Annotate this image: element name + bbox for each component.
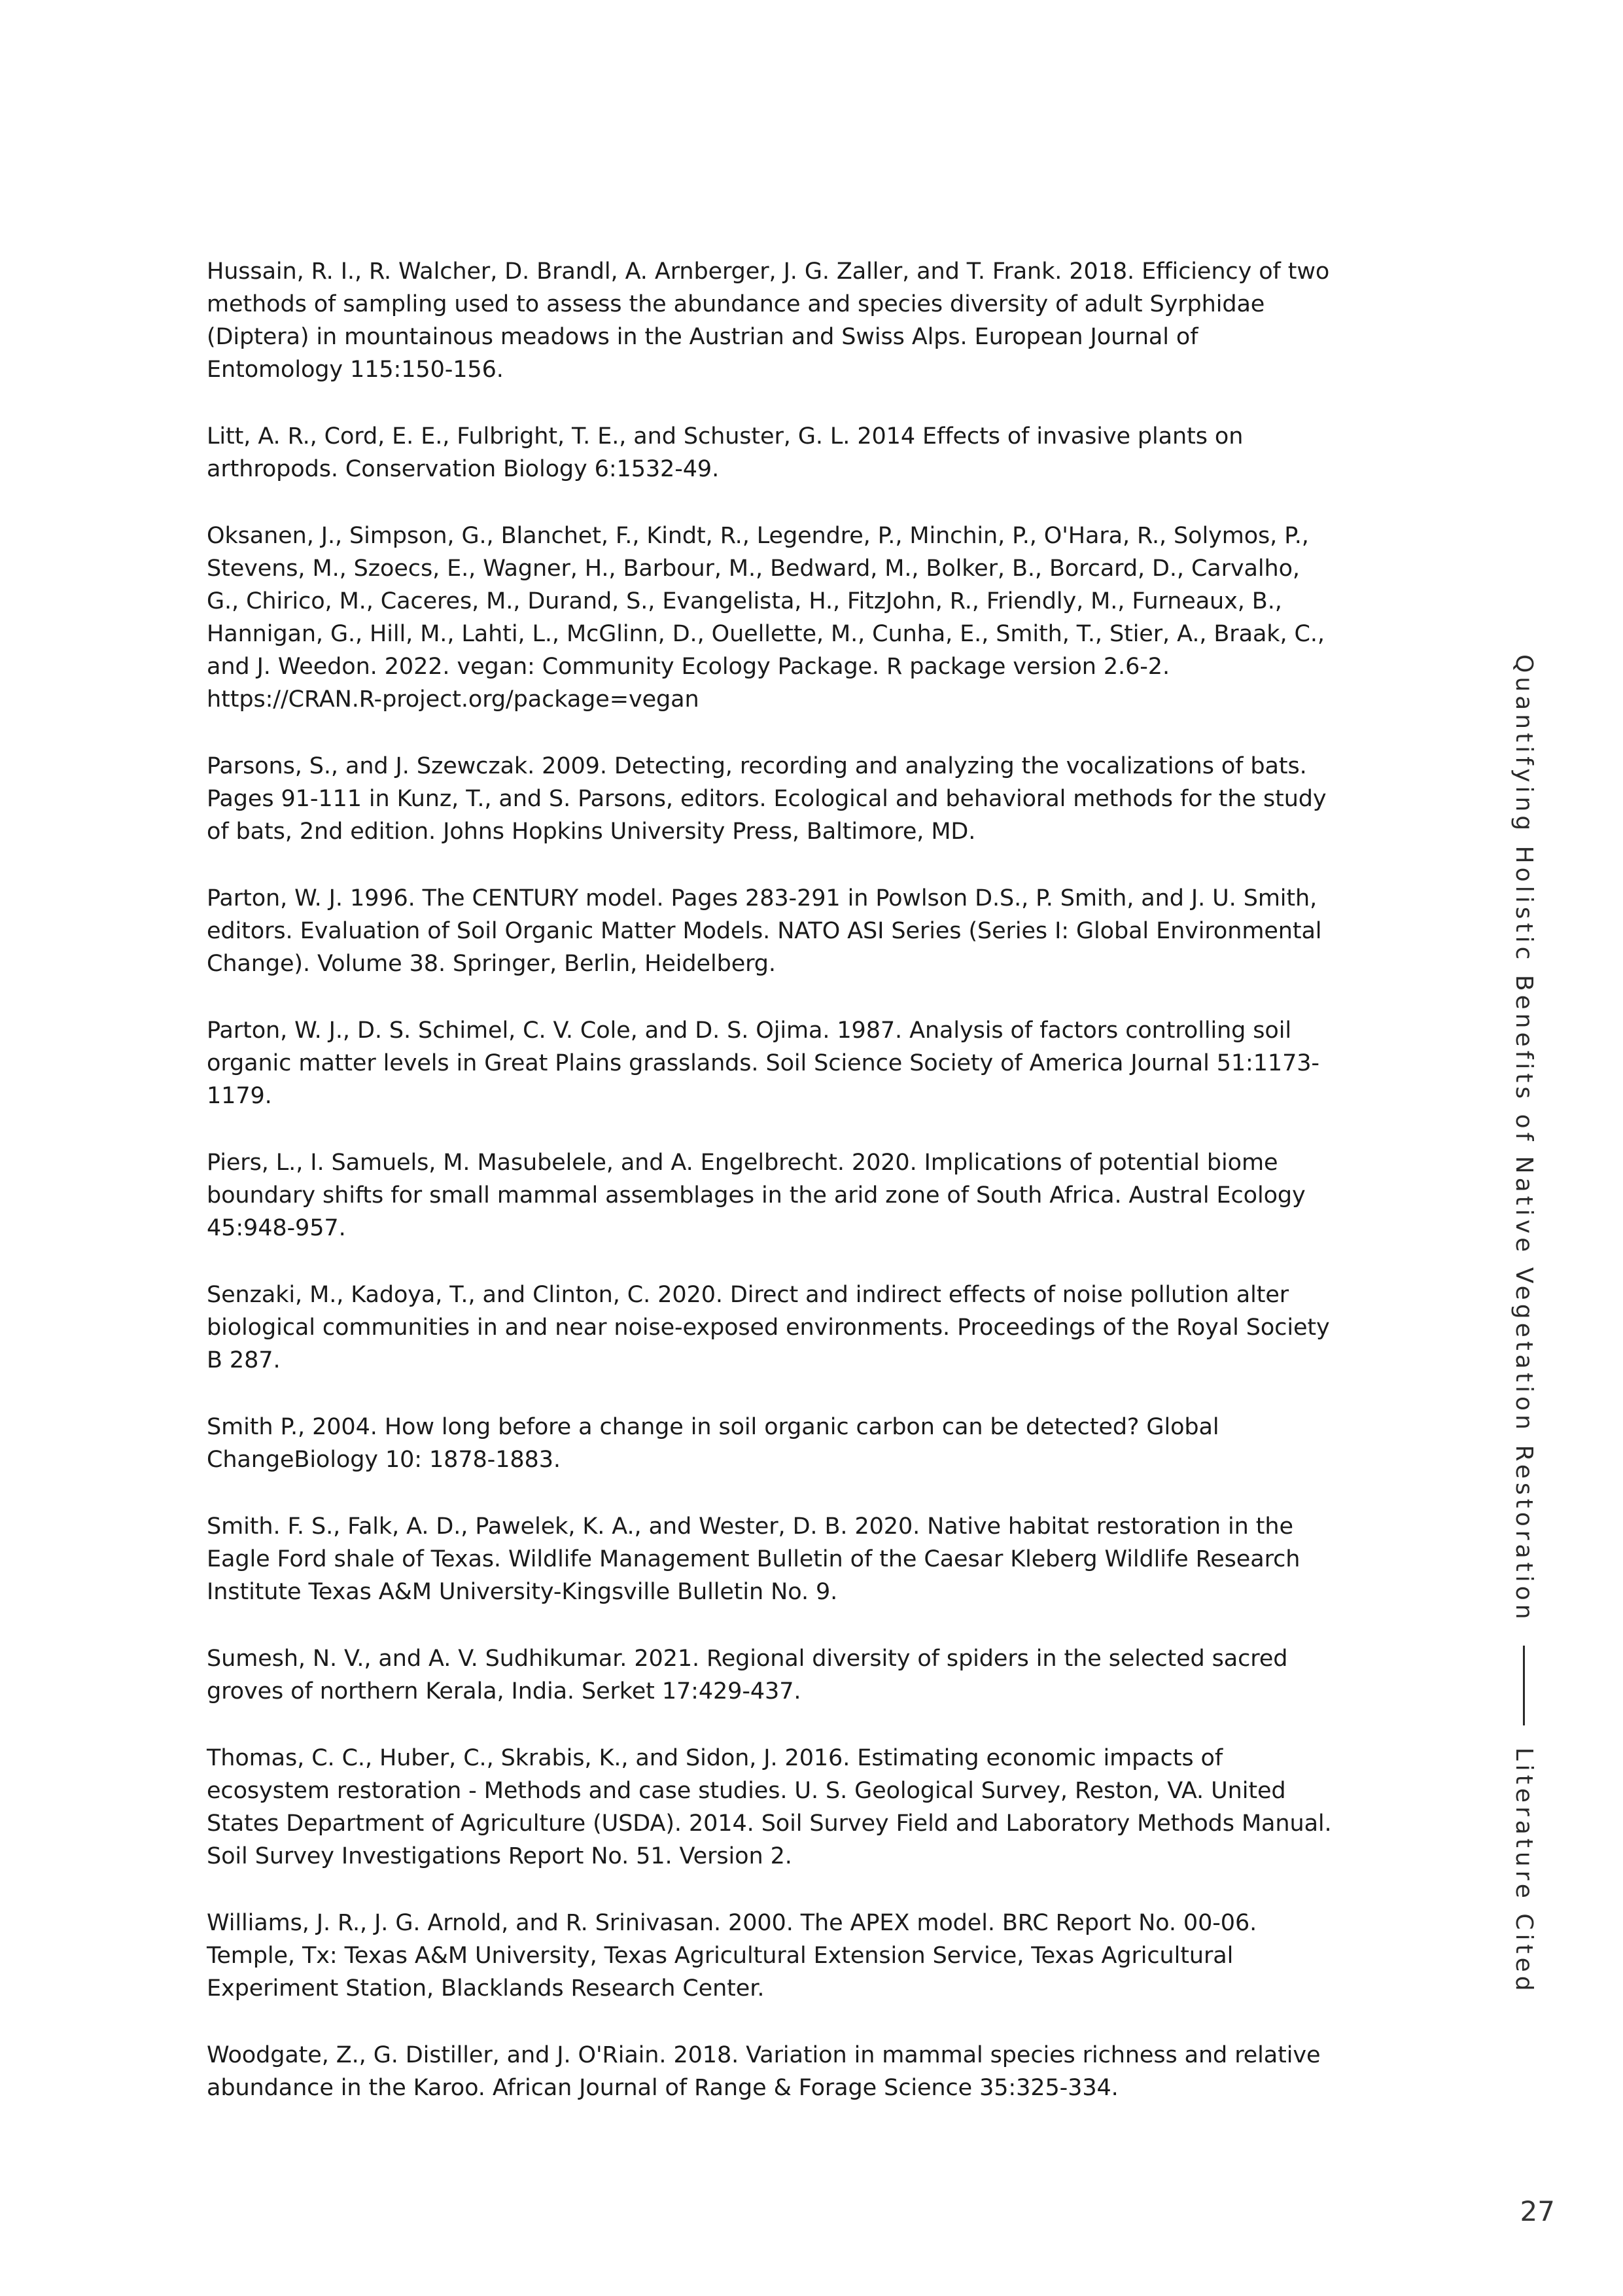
reference-entry: Smith P., 2004. How long before a change in soil organic carbon can be detected? Global ChangeBiology 10: 1878-1883. (207, 1414, 1219, 1473)
reference-entry: Piers, L., I. Samuels, M. Masubelele, and A. Engelbrecht. 2020. Implications of potential biome boundary shifts for small mammal assemblages in the arid zone of South Africa. Austral Ecology 45:948-957. (207, 1150, 1306, 1241)
document-title: Quantifying Holistic Benefits of Native Vegetation Restoration (1510, 654, 1538, 1623)
reference-entry: Hussain, R. I., R. Walcher, D. Brandl, A. Arnberger, J. G. Zaller, and T. Frank. 2018. Efficiency of two methods of sampling used to assess the abundance and species diversity of adult Syrphidae (Diptera) in mountainous meadows in the Austrian and Swiss Alps. European Journal of Entomology 115:150-156. (207, 258, 1330, 383)
running-head-divider (1524, 1646, 1526, 1725)
section-title: Literature Cited (1510, 1747, 1538, 1995)
reference-entry: Senzaki, M., Kadoya, T., and Clinton, C. 2020. Direct and indirect effects of noise pollution alter biological communities in and near noise-exposed environments. Proceedings of the Royal Society B 287. (207, 1282, 1330, 1373)
reference-entry: Parsons, S., and J. Szewczak. 2009. Detecting, recording and analyzing the vocalizations of bats. Pages 91-111 in Kunz, T., and S. Parsons, editors. Ecological and behavioral methods for the study of bats, 2nd edition. Johns Hopkins University Press, Baltimore, MD. (207, 753, 1327, 845)
reference-entry: Woodgate, Z., G. Distiller, and J. O'Riain. 2018. Variation in mammal species richness and relative abundance in the Karoo. African Journal of Range & Forage Science 35:325-334. (207, 2042, 1321, 2101)
reference-entry: Thomas, C. C., Huber, C., Skrabis, K., and Sidon, J. 2016. Estimating economic impacts of ecosystem restoration - Methods and case studies. U. S. Geological Survey, Reston, VA. United States Department of Agriculture (USDA). 2014. Soil Survey Field and Laboratory Methods Manual. Soil Survey Investigations Report No. 51. Version 2. (207, 1745, 1332, 1869)
running-head-rotated (1501, 654, 1547, 2120)
reference-entry: Williams, J. R., J. G. Arnold, and R. Srinivasan. 2000. The APEX model. BRC Report No. 00-06. Temple, Tx: Texas A&M University, Texas Agricultural Extension Service, Texas Agricultural Experiment Station, Blacklands Research Center. (207, 1910, 1257, 2002)
reference-entry: Parton, W. J. 1996. The CENTURY model. Pages 283-291 in Powlson D.S., P. Smith, and J. U. Smith, editors. Evaluation of Soil Organic Matter Models. NATO ASI Series (Series I: Global Environmental Change). Volume 38. Springer, Berlin, Heidelberg. (207, 885, 1322, 977)
reference-entry: Litt, A. R., Cord, E. E., Fulbright, T. E., and Schuster, G. L. 2014 Effects of invasive plants on arthropods. Conservation Biology 6:1532-49. (207, 423, 1244, 482)
reference-entry: Sumesh, N. V., and A. V. Sudhikumar. 2021. Regional diversity of spiders in the selected sacred groves of northern Kerala, India. Serket 17:429-437. (207, 1646, 1288, 1704)
running-head (1501, 654, 1547, 2120)
reference-entry: Oksanen, J., Simpson, G., Blanchet, F., Kindt, R., Legendre, P., Minchin, P., O'Hara, R., Solymos, P., Stevens, M., Szoecs, E., Wagner, H., Barbour, M., Bedward, M., Bolker, B., Borcard, D., Carvalho, G., Chirico, M., Caceres, M., Durand, S., Evangelista, H., FitzJohn, R., Friendly, M., Furneaux, B., Hannigan, G., Hill, M., Lahti, L., McGlinn, D., Ouellette, M., Cunha, E., Smith, T., Stier, A., Braak, C., and J. Weedon. 2022. vegan: Community Ecology Package. R package version 2.6-2. https://CRAN.R-project.org/package=vegan (207, 523, 1325, 713)
reference-list (207, 255, 1332, 2138)
reference-entry: Parton, W. J., D. S. Schimel, C. V. Cole, and D. S. Ojima. 1987. Analysis of factors controlling soil organic matter levels in Great Plains grasslands. Soil Science Society of America Journal 51:1173-1179. (207, 1017, 1319, 1109)
reference-entry: Smith. F. S., Falk, A. D., Pawelek, K. A., and Wester, D. B. 2020. Native habitat restoration in the Eagle Ford shale of Texas. Wildlife Management Bulletin of the Caesar Kleberg Wildlife Research Institute Texas A&M University-Kingsville Bulletin No. 9. (207, 1513, 1300, 1605)
page-number: 27 (1520, 2195, 1555, 2227)
